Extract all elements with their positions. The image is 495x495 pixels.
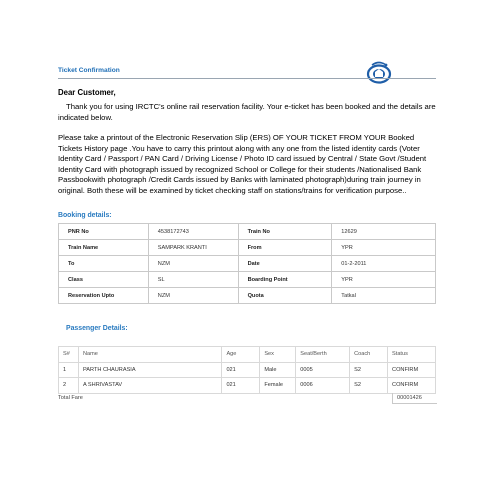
- column-header: Status: [388, 347, 436, 363]
- booking-row: [59, 224, 436, 240]
- column-header: Age: [222, 347, 260, 363]
- passenger-cell: A SHRIVASTAV: [78, 378, 221, 394]
- intro-paragraph: Thank you for using IRCTC's online rail reservation facility. Your e-ticket has been booked and the details are indicated below.: [58, 102, 436, 122]
- passenger-cell: 021: [222, 378, 260, 394]
- booking-value: YPR: [332, 240, 436, 256]
- booking-value: NZM: [148, 288, 238, 304]
- greeting: Dear Customer,: [58, 88, 116, 97]
- passenger-details-table: [58, 346, 436, 394]
- booking-row: [59, 272, 436, 288]
- passenger-cell: Male: [260, 362, 296, 378]
- column-header: S#: [59, 347, 79, 363]
- booking-label: PNR No: [59, 224, 149, 240]
- booking-label: Train Name: [59, 240, 149, 256]
- booking-row: [59, 240, 436, 256]
- booking-value: SL: [148, 272, 238, 288]
- passenger-row: [59, 362, 436, 378]
- page-title: Ticket Confirmation: [58, 67, 120, 74]
- passenger-cell: 0006: [296, 378, 350, 394]
- booking-row: [59, 288, 436, 304]
- passenger-cell: S2: [350, 362, 388, 378]
- booking-label: From: [238, 240, 332, 256]
- booking-label: Train No: [238, 224, 332, 240]
- booking-section-title: Booking details:: [58, 212, 112, 219]
- booking-value: 4538172743: [148, 224, 238, 240]
- passenger-cell: CONFIRM: [388, 362, 436, 378]
- instructions-paragraph: Please take a printout of the Electronic Reservation Slip (ERS) OF YOUR TICKET FROM YOUR Booked Tickets History page .You have to carry this printout along with any one from the listed identity cards (Voter Identity Card / Passport / PAN Card / Driving License / Photo ID card issued by Central / State Govt /Student Identity Card with photograph issued by recognized School or College for their students /Nationalised Bank Passbookwith photograph /Credit Cards issued by Banks with laminated photograph)during train journey in original. Both these will be examined by ticket checking staff on stations/trains for verification purpose..: [58, 133, 427, 195]
- column-header: Coach: [350, 347, 388, 363]
- irctc-logo-icon: [366, 60, 392, 86]
- passenger-cell: 2: [59, 378, 79, 394]
- passenger-row: [59, 378, 436, 394]
- booking-details-table: [58, 223, 436, 304]
- booking-label: Reservation Upto: [59, 288, 149, 304]
- passenger-section-title: Passenger Details:: [66, 325, 128, 332]
- column-header: Seat/Berth: [296, 347, 350, 363]
- booking-row: [59, 256, 436, 272]
- booking-label: Quota: [238, 288, 332, 304]
- column-header: Name: [78, 347, 221, 363]
- booking-label: To: [59, 256, 149, 272]
- booking-value: Tatkal: [332, 288, 436, 304]
- booking-value: 01-2-2011: [332, 256, 436, 272]
- booking-label: Class: [59, 272, 149, 288]
- booking-value: YPR: [332, 272, 436, 288]
- header-divider: [58, 78, 436, 79]
- passenger-header-row: [59, 347, 436, 363]
- total-fare-value: 00001426: [392, 393, 437, 404]
- passenger-cell: 021: [222, 362, 260, 378]
- passenger-cell: CONFIRM: [388, 378, 436, 394]
- passenger-cell: Female: [260, 378, 296, 394]
- booking-value: SAMPARK KRANTI: [148, 240, 238, 256]
- column-header: Sex: [260, 347, 296, 363]
- booking-value: NZM: [148, 256, 238, 272]
- passenger-cell: 1: [59, 362, 79, 378]
- total-fare-label: Total Fare: [58, 395, 83, 401]
- passenger-cell: 0005: [296, 362, 350, 378]
- booking-label: Boarding Point: [238, 272, 332, 288]
- booking-value: 12629: [332, 224, 436, 240]
- passenger-cell: S2: [350, 378, 388, 394]
- booking-label: Date: [238, 256, 332, 272]
- passenger-cell: PARTH CHAURASIA: [78, 362, 221, 378]
